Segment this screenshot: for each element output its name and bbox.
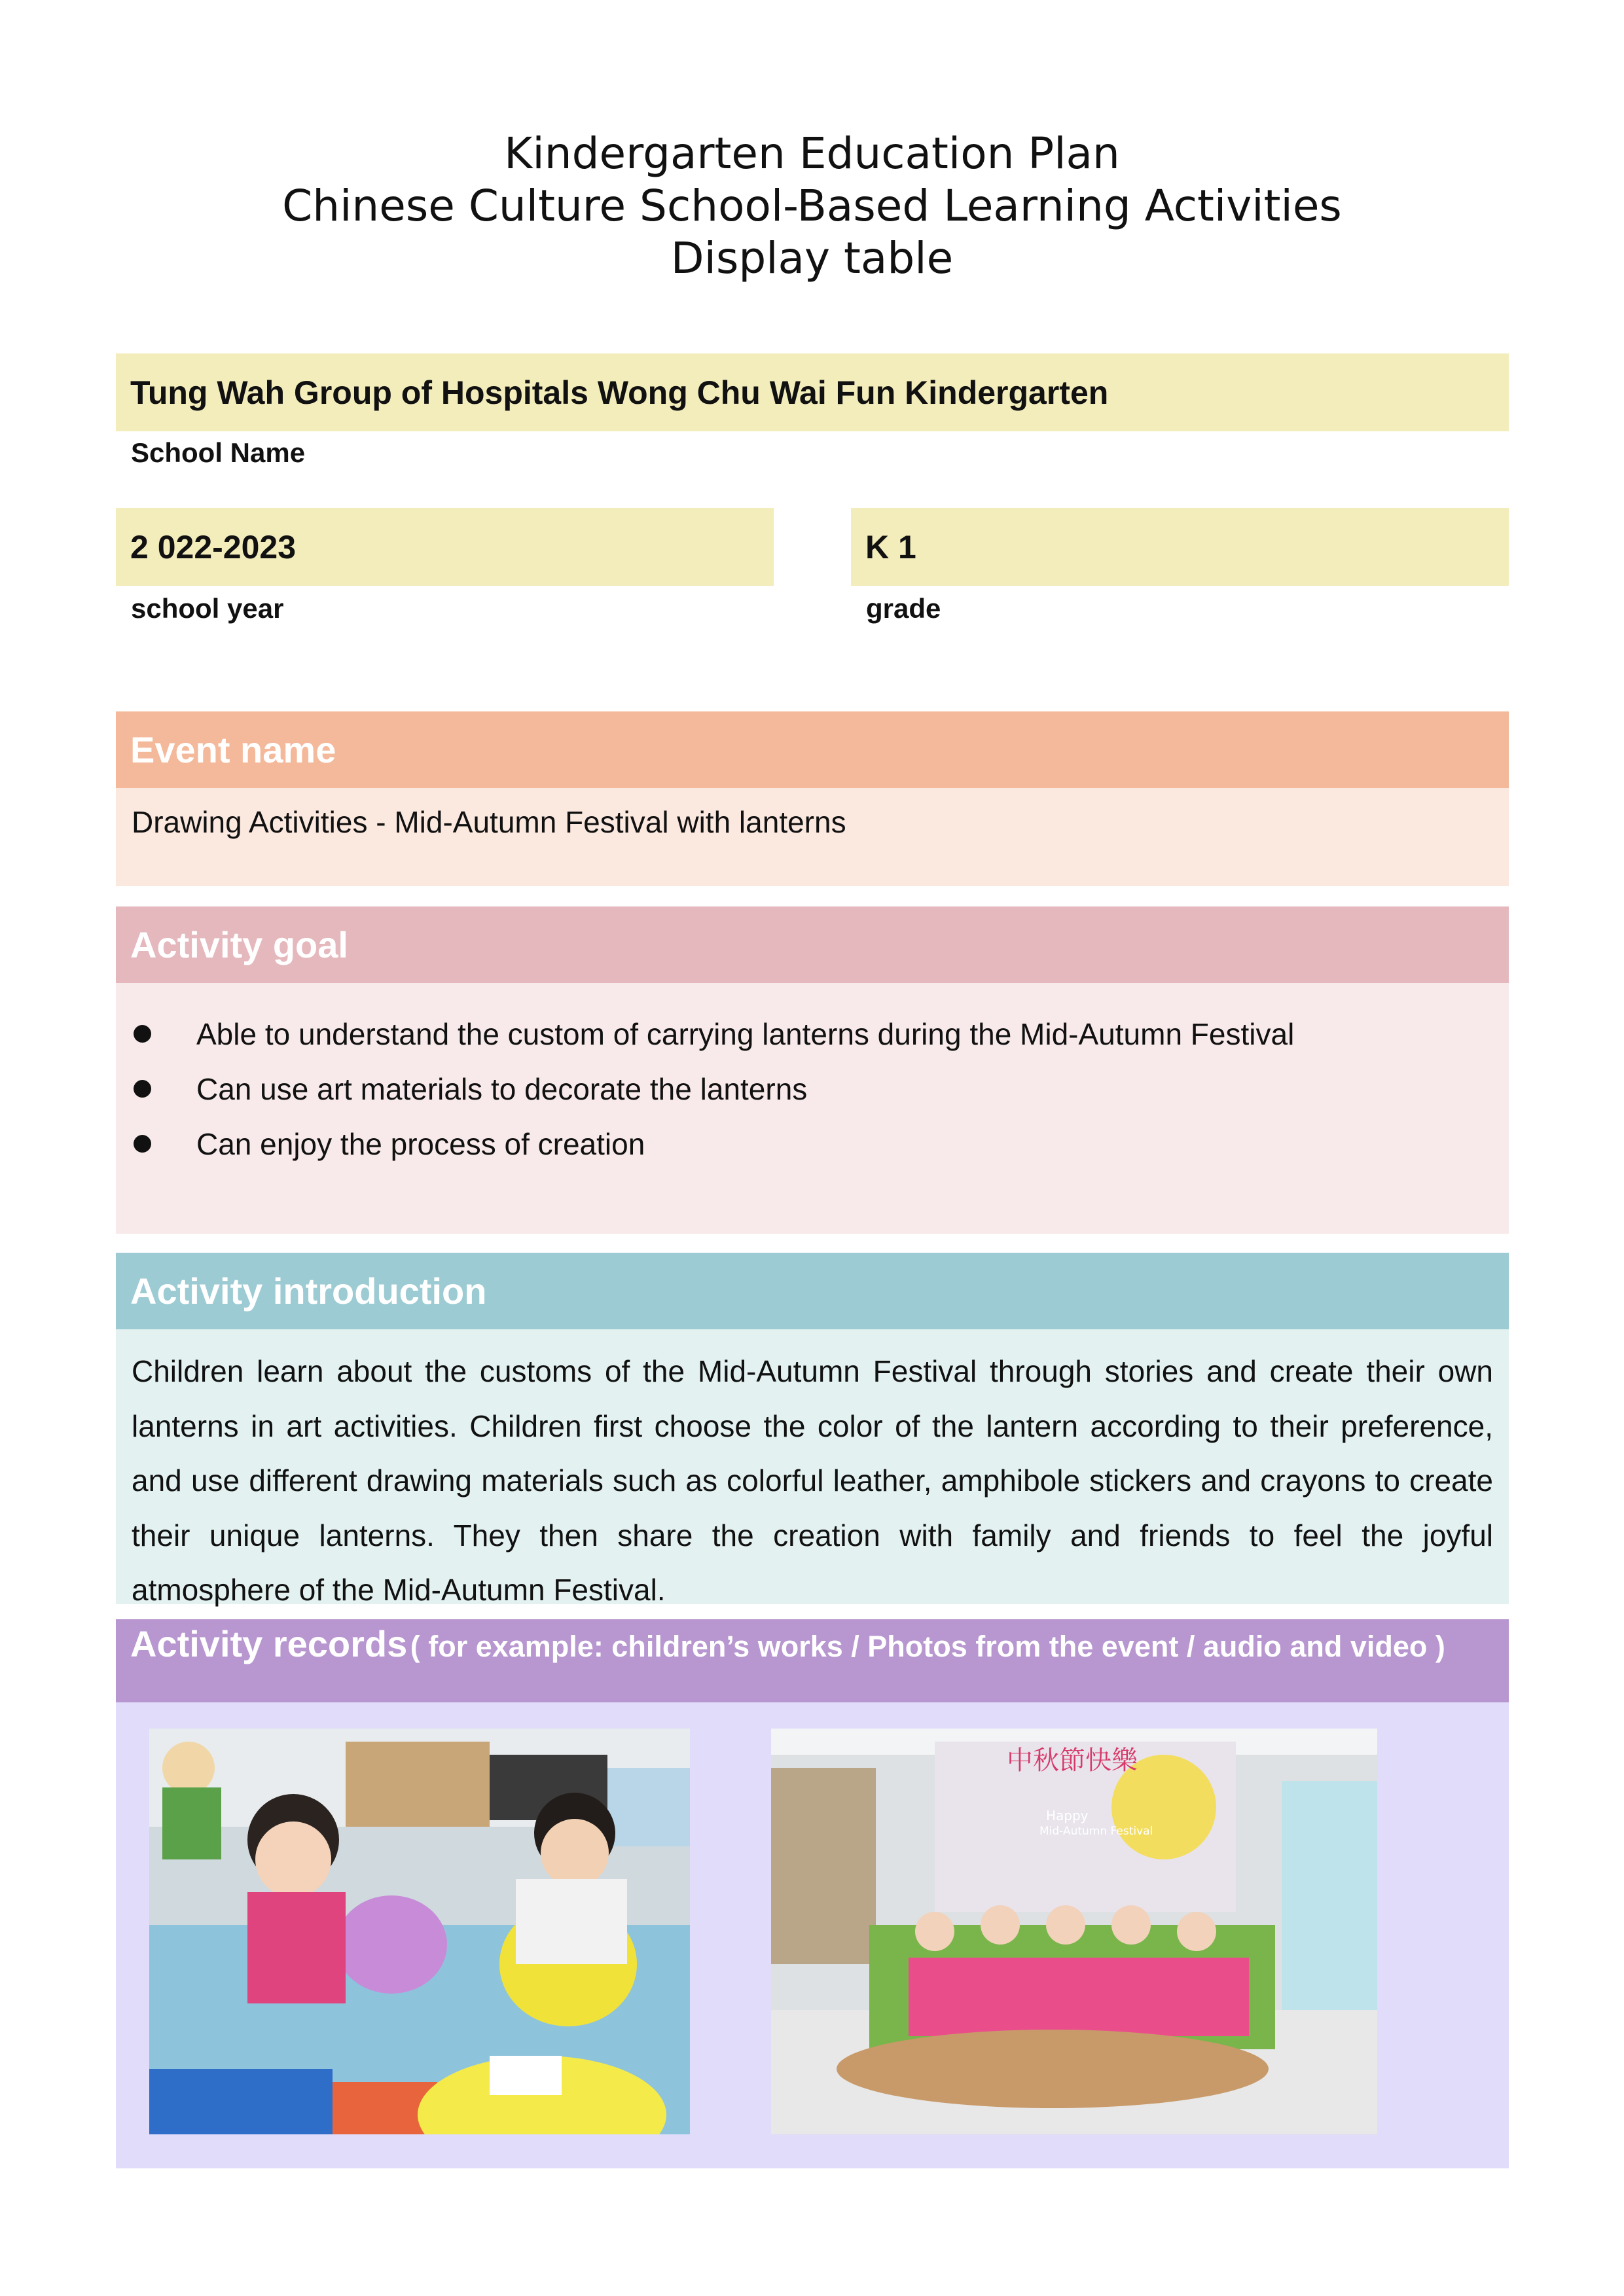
- school-year-label: school year: [131, 593, 284, 624]
- activity-goal-header: [116, 906, 1509, 983]
- school-year-value: 2 022-2023: [130, 528, 297, 565]
- activity-intro-text: Children learn about the customs of the Mid-Autumn Festival through stories and create their own lanterns in art activities. Children first choose the color of the lantern according to their preference, and use different drawing materials such as colorful leather, amphibole stickers and crayons to create their unique lanterns. They then share the creation with family and friends to feel the joyful atmosphere of the Mid-Autumn Festival.: [132, 1354, 1493, 1607]
- bullet-icon: [134, 1135, 151, 1153]
- activity-records-heading: Activity records: [130, 1623, 408, 1664]
- goal-item: Able to understand the custom of carrying lanterns during the Mid-Autumn Festival: [116, 1007, 1509, 1062]
- activity-intro-header: [116, 1253, 1509, 1329]
- title-line-3: Display table: [670, 233, 954, 283]
- bullet-icon: [134, 1080, 151, 1098]
- title-line-2: Chinese Culture School-Based Learning Activities: [282, 181, 1342, 231]
- activity-intro-body: [116, 1329, 1509, 1607]
- activity-records-body: [116, 1702, 1509, 2168]
- event-name-header: [116, 711, 1509, 788]
- school-name-value: Tung Wah Group of Hospitals Wong Chu Wai Fun Kindergarten: [130, 374, 1109, 411]
- photo-banner-text: 中秋節快樂: [1007, 1746, 1138, 1776]
- grade-field: [851, 508, 1509, 586]
- grade-label: grade: [866, 593, 941, 624]
- page-title: [0, 128, 1624, 285]
- activity-goal-body: [116, 983, 1509, 1234]
- event-name-body: [116, 788, 1509, 886]
- activity-goal-heading: Activity goal: [130, 924, 348, 965]
- event-name-heading: Event name: [130, 729, 336, 770]
- goal-item: Can use art materials to decorate the lanterns: [116, 1062, 1509, 1117]
- photo-children-decorating-lanterns: [149, 1729, 690, 2134]
- photo-sign-line-1: Happy: [1046, 1808, 1089, 1823]
- goal-item: Can enjoy the process of creation: [116, 1117, 1509, 1172]
- bullet-icon: [134, 1025, 151, 1043]
- activity-records-note: ( for example: children’s works / Photos from the event / audio and video ): [410, 1630, 1445, 1663]
- title-line-1: Kindergarten Education Plan: [504, 128, 1120, 179]
- goal-list: [116, 983, 1509, 1172]
- photo-group-with-lanterns: [771, 1729, 1377, 2134]
- event-name-value: Drawing Activities - Mid-Autumn Festival with lanterns: [132, 805, 846, 839]
- grade-value: K 1: [865, 528, 916, 565]
- school-name-field: [116, 353, 1509, 431]
- photo-sign-line-2: Mid-Autumn Festival: [1039, 1825, 1153, 1838]
- school-year-field: [116, 508, 774, 586]
- activity-intro-heading: Activity introduction: [130, 1270, 487, 1312]
- activity-records-header: [116, 1619, 1509, 1702]
- school-name-label: School Name: [131, 437, 306, 468]
